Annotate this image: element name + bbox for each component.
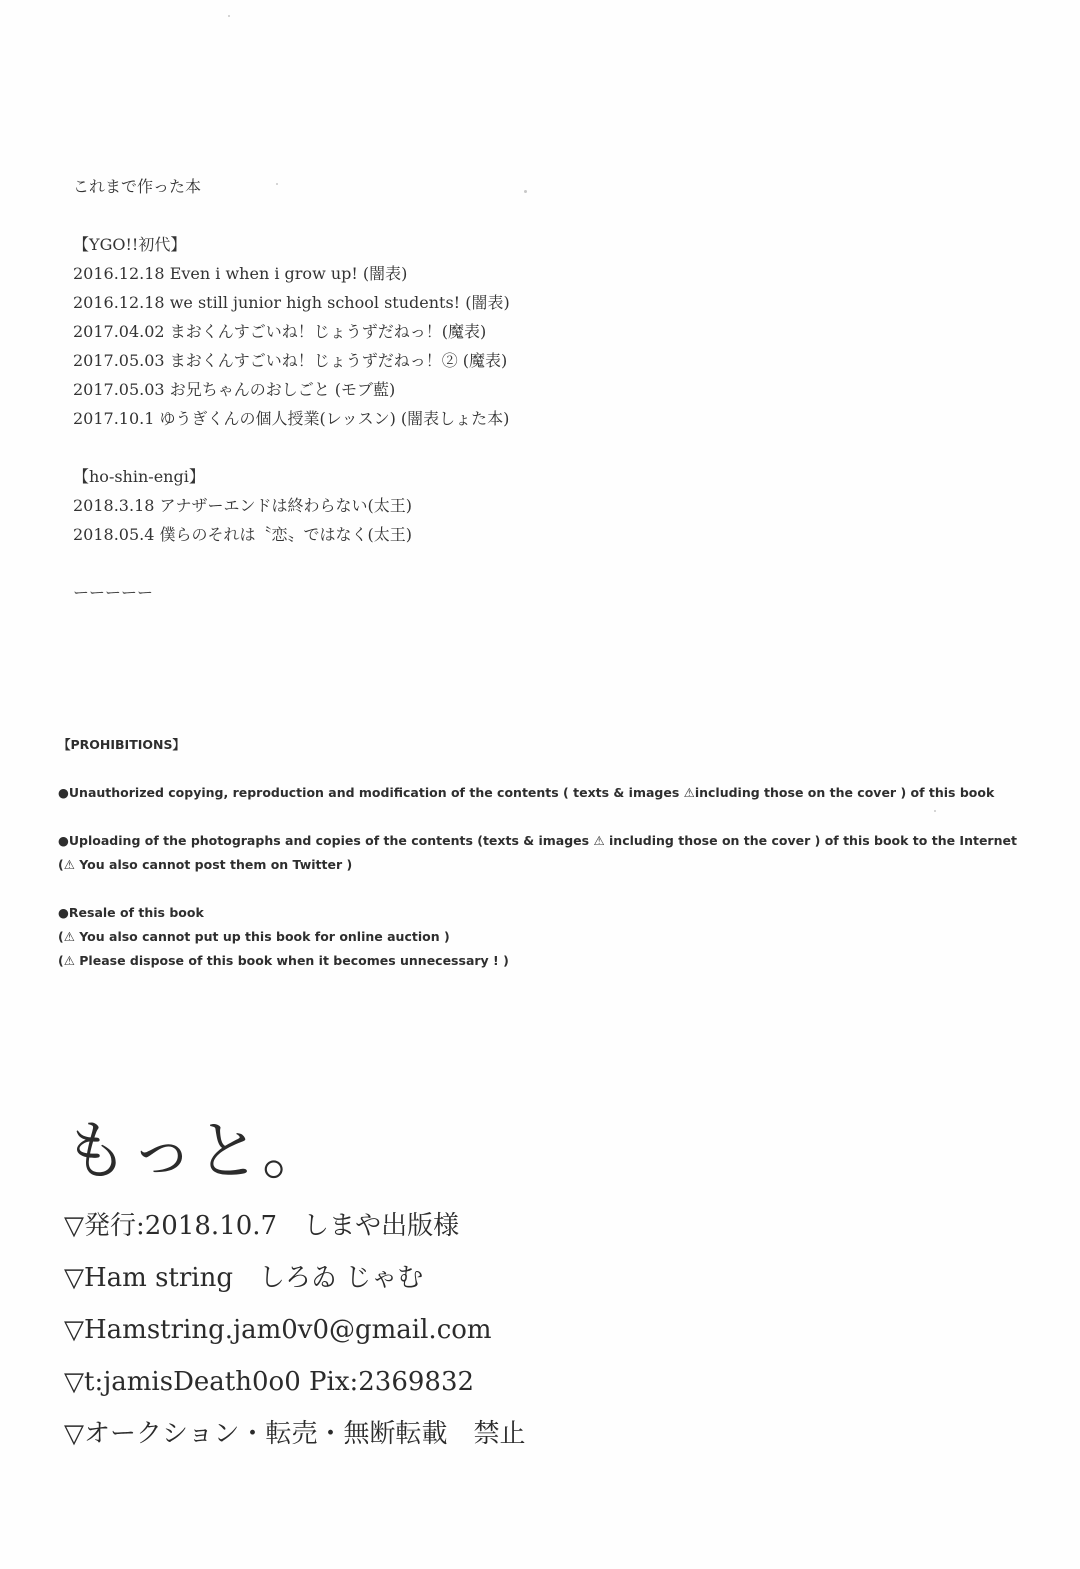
book-title: もっと。 (64, 1115, 328, 1189)
prohibition-note: (⚠ You also cannot post them on Twitter ) (58, 857, 353, 872)
works-heading: これまで作った本 (73, 177, 202, 196)
list-item: 2017.05.03 お兄ちゃんのおしごと (モブ藍) (73, 380, 396, 399)
colophon-circle-line: ▽Ham string しろゐ じゃむ (64, 1263, 424, 1293)
prohibition-item: ●Unauthorized copying, reproduction and modification of the contents ( texts & images ⚠including those on the cover ) of this book (58, 785, 995, 800)
section-title-ygo: 【YGO!!初代】 (73, 235, 187, 254)
prohibitions-heading: 【PROHIBITIONS】 (58, 737, 185, 752)
colophon-notice-line: ▽オークション・転売・無断転載 禁止 (64, 1419, 526, 1449)
prohibition-item: ●Uploading of the photographs and copies of the contents (texts & images ⚠ including those on the cover ) of this book to the Internet (58, 833, 1017, 848)
list-item: 2018.05.4 僕らのそれは〝恋〟ではなく(太王) (73, 525, 413, 544)
colophon-social-line: ▽t:jamisDeath0o0 Pix:2369832 (64, 1367, 475, 1397)
list-item: 2016.12.18 we still junior high school students! (闇表) (73, 293, 510, 312)
previous-works-list (73, 172, 773, 607)
list-item: 2017.10.1 ゆうぎくんの個人授業(レッスン) (闇表しょた本) (73, 409, 510, 428)
list-item: 2017.04.02 まおくんすごいね！じょうずだねっ！(魔表) (73, 322, 487, 341)
paper-speck (228, 15, 230, 17)
colophon-info (64, 1200, 964, 1460)
prohibitions-block (58, 733, 1038, 973)
prohibition-note: (⚠ Please dispose of this book when it becomes unnecessary ! ) (58, 953, 509, 968)
colophon-email-line: ▽Hamstring.jam0v0@gmail.com (64, 1315, 492, 1345)
section-title-hoshin: 【ho-shin-engi】 (73, 467, 205, 486)
list-item: 2016.12.18 Even i when i grow up! (闇表) (73, 264, 408, 283)
list-item: 2017.05.03 まおくんすごいね！じょうずだねっ！② (魔表) (73, 351, 508, 370)
prohibition-note: (⚠ You also cannot put up this book for online auction ) (58, 929, 450, 944)
prohibition-item: ●Resale of this book (58, 905, 204, 920)
colophon-publish-line: ▽発行:2018.10.7 しまや出版様 (64, 1211, 460, 1241)
divider-rule: ーーーーー (73, 583, 154, 602)
list-item: 2018.3.18 アナザーエンドは終わらない(太王) (73, 496, 413, 515)
